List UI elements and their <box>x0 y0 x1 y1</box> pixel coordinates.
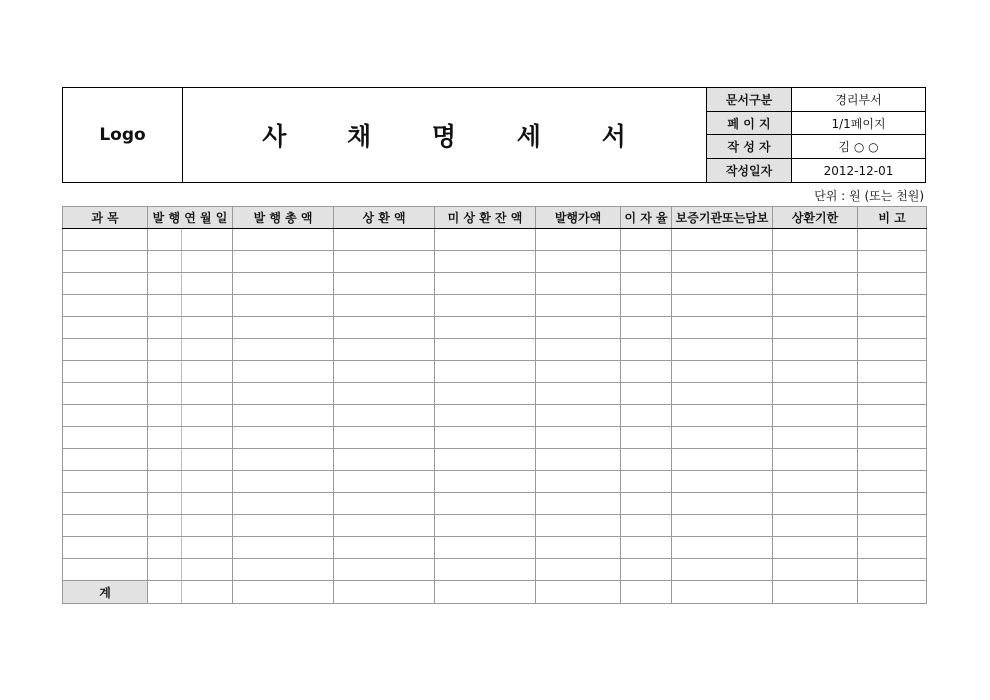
table-cell[interactable] <box>672 449 773 471</box>
table-cell[interactable] <box>182 317 233 339</box>
table-cell[interactable] <box>182 295 233 317</box>
table-row <box>63 471 927 493</box>
table-cell[interactable] <box>536 581 621 604</box>
column-header: 보증기관또는담보 <box>672 207 773 229</box>
meta-value[interactable]: 김 ○ ○ <box>792 135 926 159</box>
table-cell[interactable] <box>148 295 182 317</box>
table-cell[interactable] <box>148 581 182 604</box>
table-cell[interactable] <box>435 405 536 427</box>
table-cell[interactable] <box>536 317 621 339</box>
table-cell[interactable] <box>435 339 536 361</box>
table-cell[interactable] <box>858 383 927 405</box>
table-cell[interactable] <box>773 537 858 559</box>
table-cell[interactable] <box>233 339 334 361</box>
table-cell[interactable] <box>672 559 773 581</box>
document-header <box>62 87 926 183</box>
table-cell[interactable] <box>334 427 435 449</box>
table-cell[interactable] <box>858 251 927 273</box>
table-cell[interactable] <box>858 361 927 383</box>
table-row <box>63 339 927 361</box>
table-cell[interactable] <box>182 427 233 449</box>
table-cell[interactable] <box>148 383 182 405</box>
table-header-row <box>63 207 927 229</box>
table-cell[interactable] <box>536 229 621 251</box>
table-row <box>63 405 927 427</box>
table-cell[interactable] <box>773 251 858 273</box>
table-cell[interactable] <box>334 251 435 273</box>
table-cell[interactable] <box>63 229 148 251</box>
table-cell[interactable] <box>773 493 858 515</box>
table-cell[interactable] <box>621 559 672 581</box>
table-cell[interactable] <box>435 493 536 515</box>
column-header: 발행가액 <box>536 207 621 229</box>
table-cell[interactable] <box>858 581 927 604</box>
table-cell[interactable] <box>621 515 672 537</box>
bond-details-table <box>62 206 927 604</box>
page-title: 사 채 명 세 서 <box>262 122 652 151</box>
table-cell[interactable] <box>148 229 182 251</box>
table-cell[interactable] <box>334 449 435 471</box>
table-cell[interactable] <box>63 273 148 295</box>
table-cell[interactable] <box>182 581 233 604</box>
table-cell[interactable] <box>858 405 927 427</box>
table-cell[interactable] <box>435 427 536 449</box>
meta-label: 작 성 자 <box>707 135 792 159</box>
table-cell[interactable] <box>233 317 334 339</box>
logo: Logo <box>63 88 183 182</box>
table-cell[interactable] <box>672 581 773 604</box>
table-cell[interactable] <box>148 559 182 581</box>
table-cell[interactable] <box>773 339 858 361</box>
table-cell[interactable] <box>435 295 536 317</box>
table-cell[interactable] <box>233 273 334 295</box>
table-cell[interactable] <box>233 449 334 471</box>
column-header: 이 자 율 <box>621 207 672 229</box>
table-cell[interactable] <box>773 405 858 427</box>
table-cell[interactable] <box>148 361 182 383</box>
table-cell[interactable] <box>63 537 148 559</box>
table-cell[interactable] <box>233 493 334 515</box>
table-cell[interactable] <box>148 405 182 427</box>
total-label: 계 <box>63 581 148 604</box>
table-cell[interactable] <box>858 229 927 251</box>
table-cell[interactable] <box>773 361 858 383</box>
table-cell[interactable] <box>672 229 773 251</box>
table-cell[interactable] <box>621 339 672 361</box>
table-row <box>63 427 927 449</box>
table-cell[interactable] <box>63 427 148 449</box>
column-header: 비 고 <box>858 207 927 229</box>
table-cell[interactable] <box>63 339 148 361</box>
table-cell[interactable] <box>672 427 773 449</box>
table-cell[interactable] <box>233 405 334 427</box>
table-row <box>63 229 927 251</box>
table-cell[interactable] <box>148 493 182 515</box>
table-cell[interactable] <box>148 317 182 339</box>
table-cell[interactable] <box>621 405 672 427</box>
table-cell[interactable] <box>334 537 435 559</box>
table-cell[interactable] <box>621 537 672 559</box>
table-cell[interactable] <box>233 537 334 559</box>
table-cell[interactable] <box>621 273 672 295</box>
table-cell[interactable] <box>672 493 773 515</box>
table-cell[interactable] <box>435 449 536 471</box>
meta-value[interactable]: 경리부서 <box>792 88 926 111</box>
table-cell[interactable] <box>233 515 334 537</box>
table-cell[interactable] <box>182 251 233 273</box>
table-cell[interactable] <box>536 449 621 471</box>
table-row <box>63 493 927 515</box>
table-cell[interactable] <box>858 493 927 515</box>
table-cell[interactable] <box>233 471 334 493</box>
table-cell[interactable] <box>334 515 435 537</box>
table-cell[interactable] <box>63 493 148 515</box>
table-cell[interactable] <box>621 361 672 383</box>
table-cell[interactable] <box>63 295 148 317</box>
table-row <box>63 273 927 295</box>
table-cell[interactable] <box>182 405 233 427</box>
table-row <box>63 317 927 339</box>
table-cell[interactable] <box>672 405 773 427</box>
table-cell[interactable] <box>182 471 233 493</box>
table-cell[interactable] <box>858 273 927 295</box>
table-cell[interactable] <box>148 339 182 361</box>
table-cell[interactable] <box>334 273 435 295</box>
table-cell[interactable] <box>63 515 148 537</box>
meta-row-page <box>707 111 926 135</box>
table-cell[interactable] <box>435 273 536 295</box>
meta-label: 작성일자 <box>707 159 792 182</box>
table-cell[interactable] <box>334 559 435 581</box>
table-cell[interactable] <box>435 229 536 251</box>
table-cell[interactable] <box>672 251 773 273</box>
table-cell[interactable] <box>773 471 858 493</box>
table-cell[interactable] <box>621 317 672 339</box>
table-cell[interactable] <box>334 581 435 604</box>
table-cell[interactable] <box>334 339 435 361</box>
table-cell[interactable] <box>182 229 233 251</box>
table-cell[interactable] <box>536 295 621 317</box>
table-cell[interactable] <box>182 493 233 515</box>
table-cell[interactable] <box>536 559 621 581</box>
table-cell[interactable] <box>621 449 672 471</box>
table-cell[interactable] <box>63 471 148 493</box>
table-cell[interactable] <box>672 515 773 537</box>
table-cell[interactable] <box>536 405 621 427</box>
table-cell[interactable] <box>672 273 773 295</box>
table-cell[interactable] <box>536 251 621 273</box>
table-row <box>63 383 927 405</box>
table-cell[interactable] <box>858 339 927 361</box>
table-cell[interactable] <box>773 515 858 537</box>
table-cell[interactable] <box>334 229 435 251</box>
table-cell[interactable] <box>334 383 435 405</box>
table-row <box>63 559 927 581</box>
table-cell[interactable] <box>182 361 233 383</box>
table-cell[interactable] <box>621 427 672 449</box>
table-cell[interactable] <box>621 251 672 273</box>
table-cell[interactable] <box>536 427 621 449</box>
table-cell[interactable] <box>182 559 233 581</box>
table-cell[interactable] <box>148 427 182 449</box>
table-cell[interactable] <box>672 295 773 317</box>
table-cell[interactable] <box>435 537 536 559</box>
column-header: 미 상 환 잔 액 <box>435 207 536 229</box>
table-cell[interactable] <box>536 471 621 493</box>
table-cell[interactable] <box>334 317 435 339</box>
table-cell[interactable] <box>858 471 927 493</box>
column-header: 상 환 액 <box>334 207 435 229</box>
table-cell[interactable] <box>334 493 435 515</box>
table-cell[interactable] <box>63 251 148 273</box>
table-cell[interactable] <box>148 273 182 295</box>
column-header: 과 목 <box>63 207 148 229</box>
table-cell[interactable] <box>773 559 858 581</box>
table-cell[interactable] <box>435 361 536 383</box>
table-row <box>63 361 927 383</box>
table-row <box>63 295 927 317</box>
table-cell[interactable] <box>621 581 672 604</box>
table-cell[interactable] <box>233 383 334 405</box>
table-cell[interactable] <box>182 273 233 295</box>
table-cell[interactable] <box>858 515 927 537</box>
table-cell[interactable] <box>148 471 182 493</box>
table-cell[interactable] <box>773 581 858 604</box>
table-cell[interactable] <box>536 383 621 405</box>
table-cell[interactable] <box>858 559 927 581</box>
table-cell[interactable] <box>435 251 536 273</box>
table-cell[interactable] <box>672 537 773 559</box>
column-header: 발 행 연 월 일 <box>148 207 233 229</box>
unit-note: 단위 : 원 (또는 천원) <box>814 189 924 203</box>
table-cell[interactable] <box>536 273 621 295</box>
table-cell[interactable] <box>233 559 334 581</box>
table-cell[interactable] <box>536 339 621 361</box>
table-cell[interactable] <box>182 537 233 559</box>
table-cell[interactable] <box>435 383 536 405</box>
column-header: 발 행 총 액 <box>233 207 334 229</box>
table-cell[interactable] <box>773 229 858 251</box>
table-cell[interactable] <box>536 537 621 559</box>
table-cell[interactable] <box>435 515 536 537</box>
table-cell[interactable] <box>182 339 233 361</box>
table-cell[interactable] <box>858 317 927 339</box>
document-meta-table <box>706 88 925 182</box>
table-row <box>63 537 927 559</box>
table-cell[interactable] <box>182 515 233 537</box>
table-cell[interactable] <box>334 295 435 317</box>
table-cell[interactable] <box>536 493 621 515</box>
table-cell[interactable] <box>148 537 182 559</box>
meta-label: 페 이 지 <box>707 111 792 135</box>
table-cell[interactable] <box>621 493 672 515</box>
table-cell[interactable] <box>536 361 621 383</box>
table-cell[interactable] <box>621 229 672 251</box>
table-cell[interactable] <box>334 361 435 383</box>
table-cell[interactable] <box>672 383 773 405</box>
table-cell[interactable] <box>233 251 334 273</box>
table-cell[interactable] <box>672 317 773 339</box>
table-cell[interactable] <box>858 427 927 449</box>
table-cell[interactable] <box>773 273 858 295</box>
table-cell[interactable] <box>63 361 148 383</box>
table-cell[interactable] <box>773 383 858 405</box>
table-cell[interactable] <box>858 537 927 559</box>
table-cell[interactable] <box>858 449 927 471</box>
table-cell[interactable] <box>63 383 148 405</box>
table-cell[interactable] <box>858 295 927 317</box>
meta-row-doc-type <box>707 88 926 111</box>
table-cell[interactable] <box>773 317 858 339</box>
table-cell[interactable] <box>182 449 233 471</box>
table-cell[interactable] <box>233 361 334 383</box>
table-cell[interactable] <box>672 339 773 361</box>
column-header: 상환기한 <box>773 207 858 229</box>
table-cell[interactable] <box>435 317 536 339</box>
table-cell[interactable] <box>148 515 182 537</box>
table-cell[interactable] <box>672 361 773 383</box>
table-cell[interactable] <box>621 383 672 405</box>
table-cell[interactable] <box>63 405 148 427</box>
table-cell[interactable] <box>334 471 435 493</box>
meta-label: 문서구분 <box>707 88 792 111</box>
table-cell[interactable] <box>233 295 334 317</box>
table-cell[interactable] <box>435 559 536 581</box>
meta-value[interactable]: 1/1페이지 <box>792 111 926 135</box>
table-cell[interactable] <box>182 383 233 405</box>
table-cell[interactable] <box>233 427 334 449</box>
table-row <box>63 449 927 471</box>
table-cell[interactable] <box>536 515 621 537</box>
table-cell[interactable] <box>233 229 334 251</box>
table-body <box>63 229 927 581</box>
table-cell[interactable] <box>233 581 334 604</box>
table-cell[interactable] <box>63 559 148 581</box>
meta-value[interactable]: 2012-12-01 <box>792 159 926 182</box>
meta-row-author <box>707 135 926 159</box>
meta-row-date <box>707 159 926 182</box>
table-row <box>63 251 927 273</box>
table-cell[interactable] <box>773 427 858 449</box>
table-cell[interactable] <box>672 471 773 493</box>
table-cell[interactable] <box>435 471 536 493</box>
table-cell[interactable] <box>435 581 536 604</box>
table-cell[interactable] <box>334 405 435 427</box>
table-cell[interactable] <box>63 449 148 471</box>
table-cell[interactable] <box>148 449 182 471</box>
table-cell[interactable] <box>621 295 672 317</box>
table-cell[interactable] <box>773 295 858 317</box>
table-cell[interactable] <box>621 471 672 493</box>
total-row <box>63 581 927 604</box>
table-row <box>63 515 927 537</box>
table-cell[interactable] <box>773 449 858 471</box>
table-cell[interactable] <box>148 251 182 273</box>
table-cell[interactable] <box>63 317 148 339</box>
